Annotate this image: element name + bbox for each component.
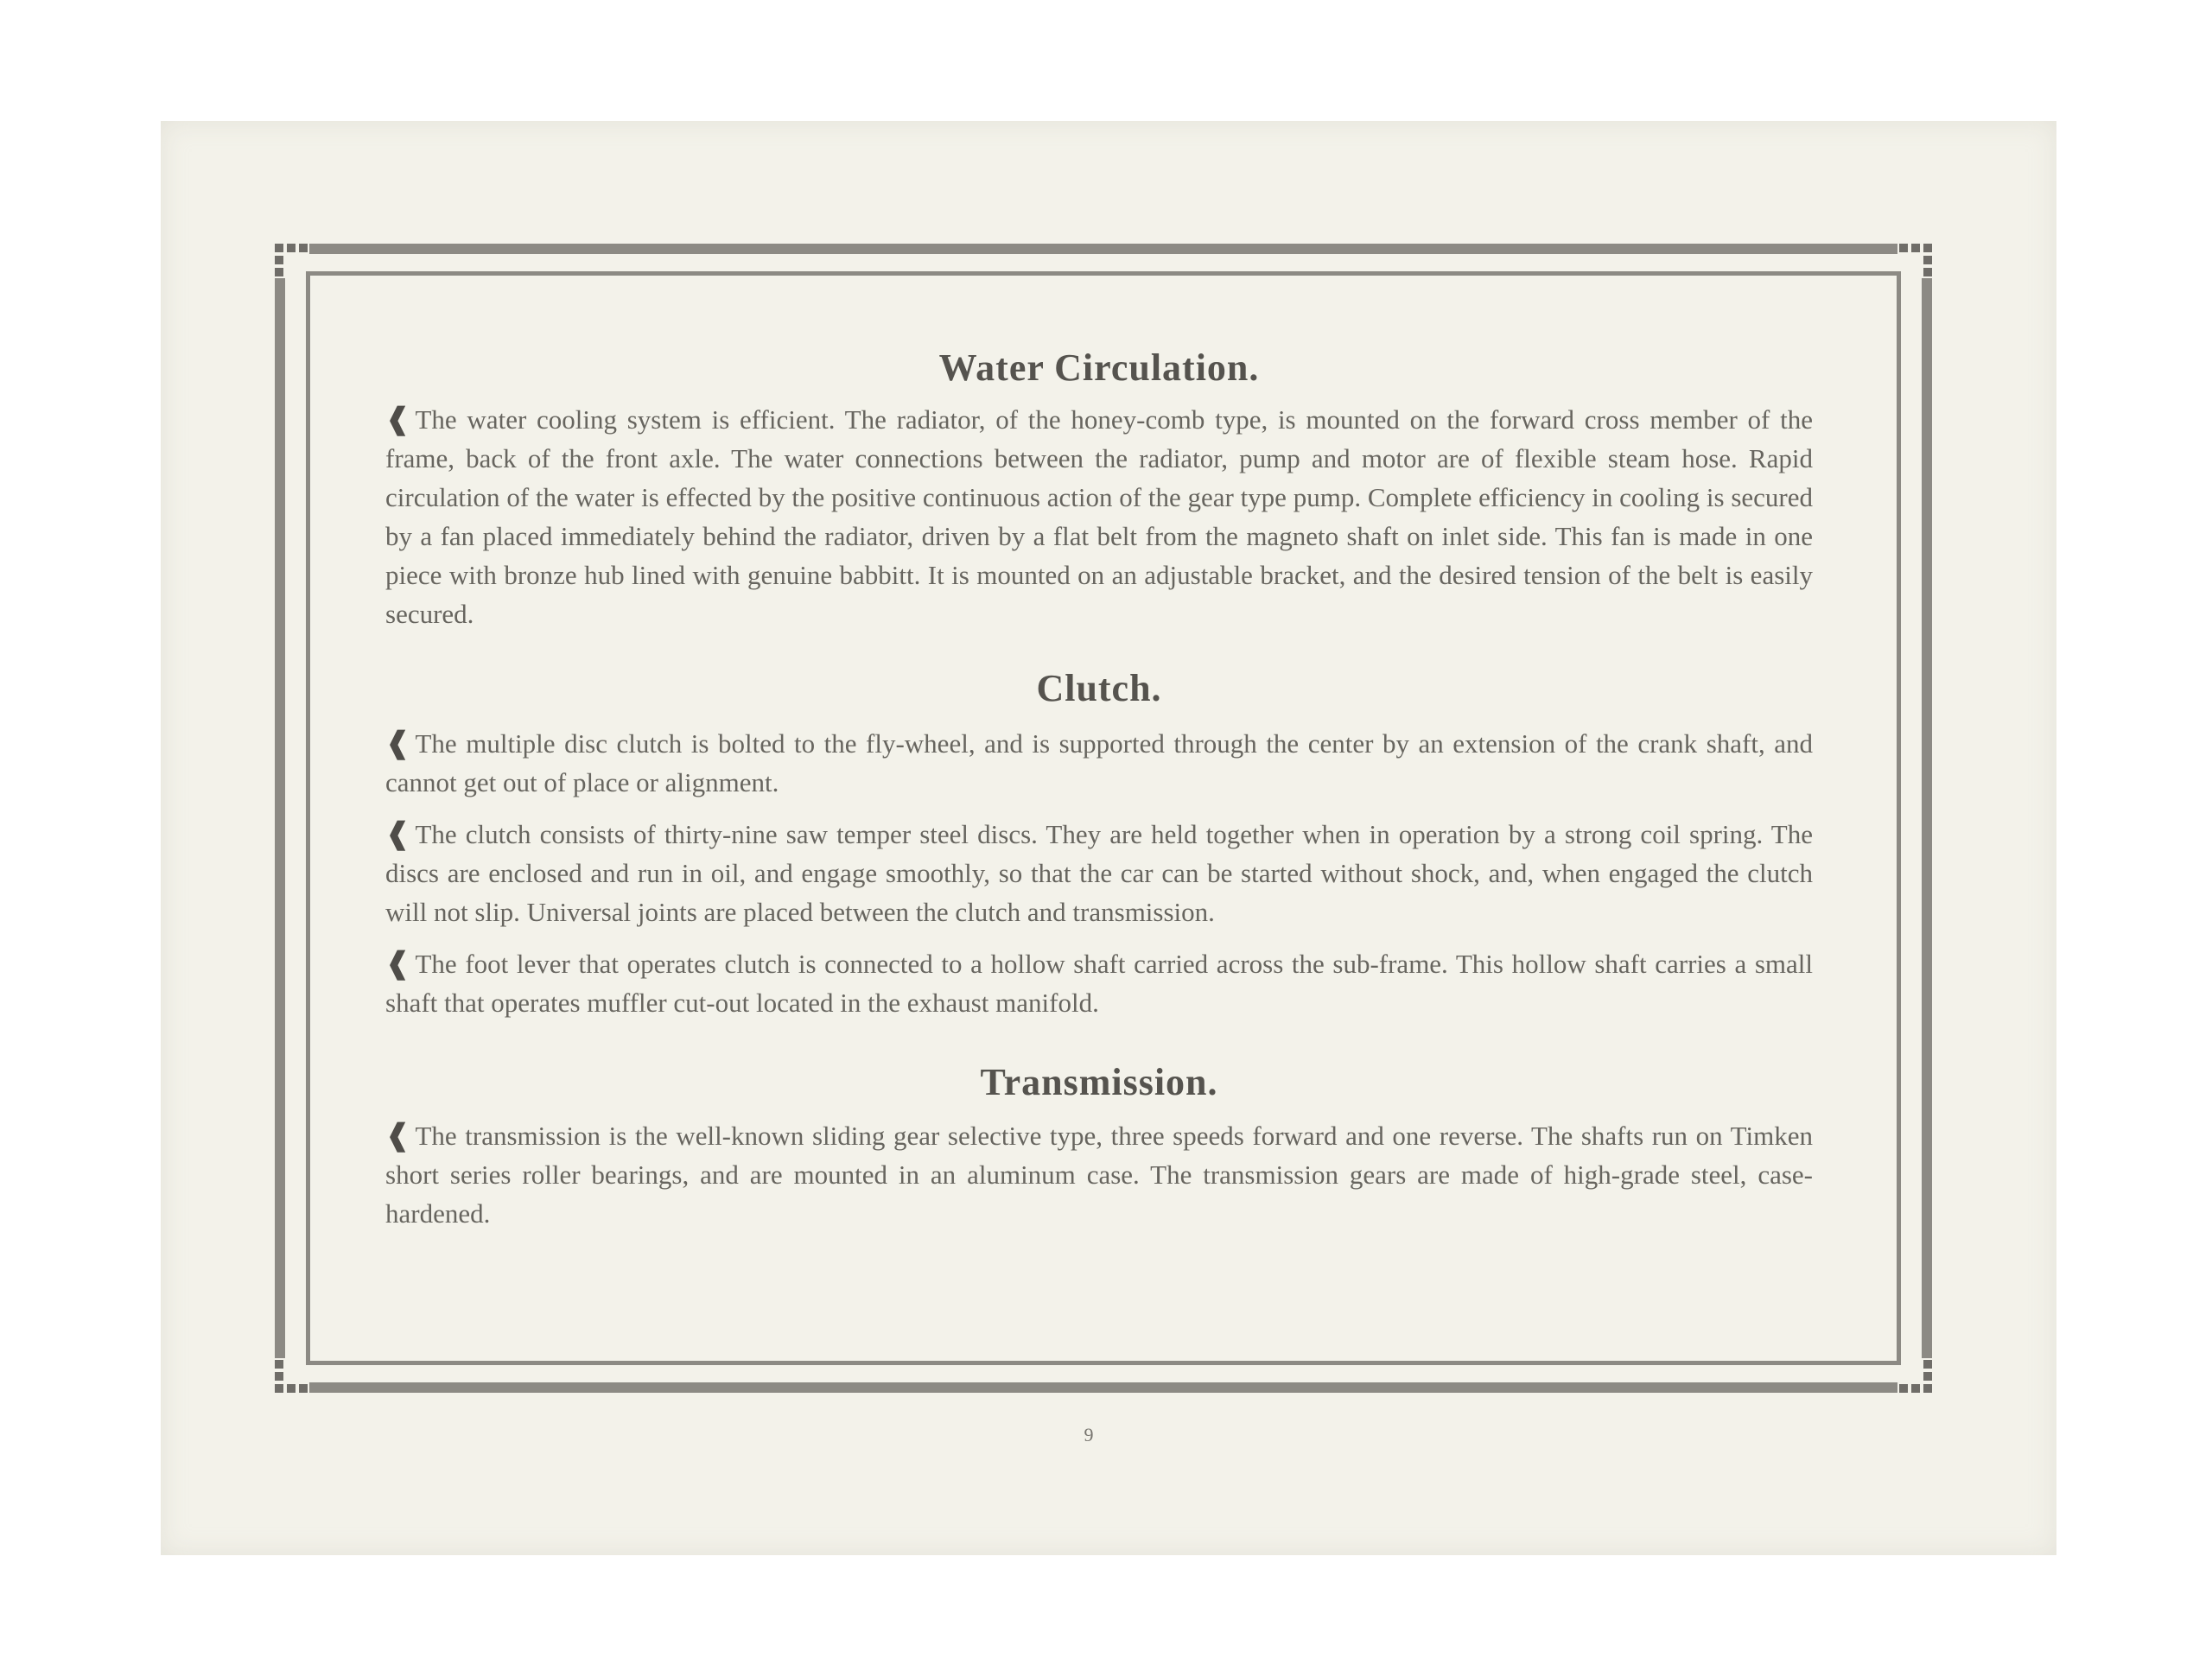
paragraph	[385, 815, 1813, 931]
paragraph-text: The multiple disc clutch is bolted to the fly-wheel, and is supported through the center by an extension of the crank shaft, and cannot get out of place or alignment.	[385, 728, 1813, 797]
border-rule-left	[275, 278, 285, 1358]
page-number: 9	[1084, 1424, 1094, 1445]
page-content	[385, 346, 1813, 1233]
paragraph-mark-icon: ❰	[385, 1120, 410, 1152]
paragraph-mark-icon: ❰	[385, 818, 410, 850]
paragraph	[385, 944, 1813, 1022]
paragraph-mark-icon: ❰	[385, 403, 410, 435]
section-heading: Clutch.	[1036, 667, 1162, 709]
section-heading: Transmission.	[980, 1061, 1218, 1103]
border-rule-top	[309, 244, 1897, 254]
section-transmission	[385, 1060, 1813, 1233]
paragraph-mark-icon: ❰	[385, 727, 410, 759]
paragraph	[385, 400, 1813, 633]
section-clutch	[385, 666, 1813, 1022]
paragraph-text: The water cooling system is efficient. The radiator, of the honey-comb type, is mounted on the forward cross member of the frame, back of the front axle. The water connections between the radiator, pump and motor are of flexible steam hose. Rapid circulation of the water is effected by the positive continuous action of the gear type pump. Complete efficiency in cooling is secured by a fan placed immediately behind the radiator, driven by a flat belt from the magneto shaft on inlet side. This fan is made in one piece with bronze hub lined with genuine babbitt. It is mounted on an adjustable bracket, and the desired tension of the belt is easily secured.	[385, 404, 1813, 629]
border-rule-bottom	[309, 1382, 1897, 1393]
paragraph-text: The foot lever that operates clutch is connected to a hollow shaft carried across the sub-frame. This hollow shaft carries a small shaft that operates muffler cut-out located in the exhaust manifold.	[385, 949, 1813, 1018]
paragraph	[385, 724, 1813, 802]
paragraph-text: The transmission is the well-known sliding gear selective type, three speeds forward and one reverse. The shafts run on Timken short series roller bearings, and are mounted in an aluminum case. The transmission gears are made of high-grade steel, case-hardened.	[385, 1121, 1813, 1229]
paragraph-mark-icon: ❰	[385, 948, 410, 980]
border-rule-right	[1922, 278, 1932, 1358]
section-heading: Water Circulation.	[938, 346, 1260, 389]
corner-ornament-top-right	[1894, 244, 1932, 282]
corner-ornament-top-left	[275, 244, 313, 282]
paragraph-text: The clutch consists of thirty-nine saw temper steel discs. They are held together when in operation by a strong coil spring. The discs are enclosed and run in oil, and engage smoothly, so that the car can be started without shock, and, when engaged the clutch will not slip. Universal joints are placed between the clutch and transmission.	[385, 819, 1813, 927]
paragraph	[385, 1116, 1813, 1233]
corner-ornament-bottom-right	[1894, 1355, 1932, 1393]
corner-ornament-bottom-left	[275, 1355, 313, 1393]
section-water-circulation	[385, 346, 1813, 633]
